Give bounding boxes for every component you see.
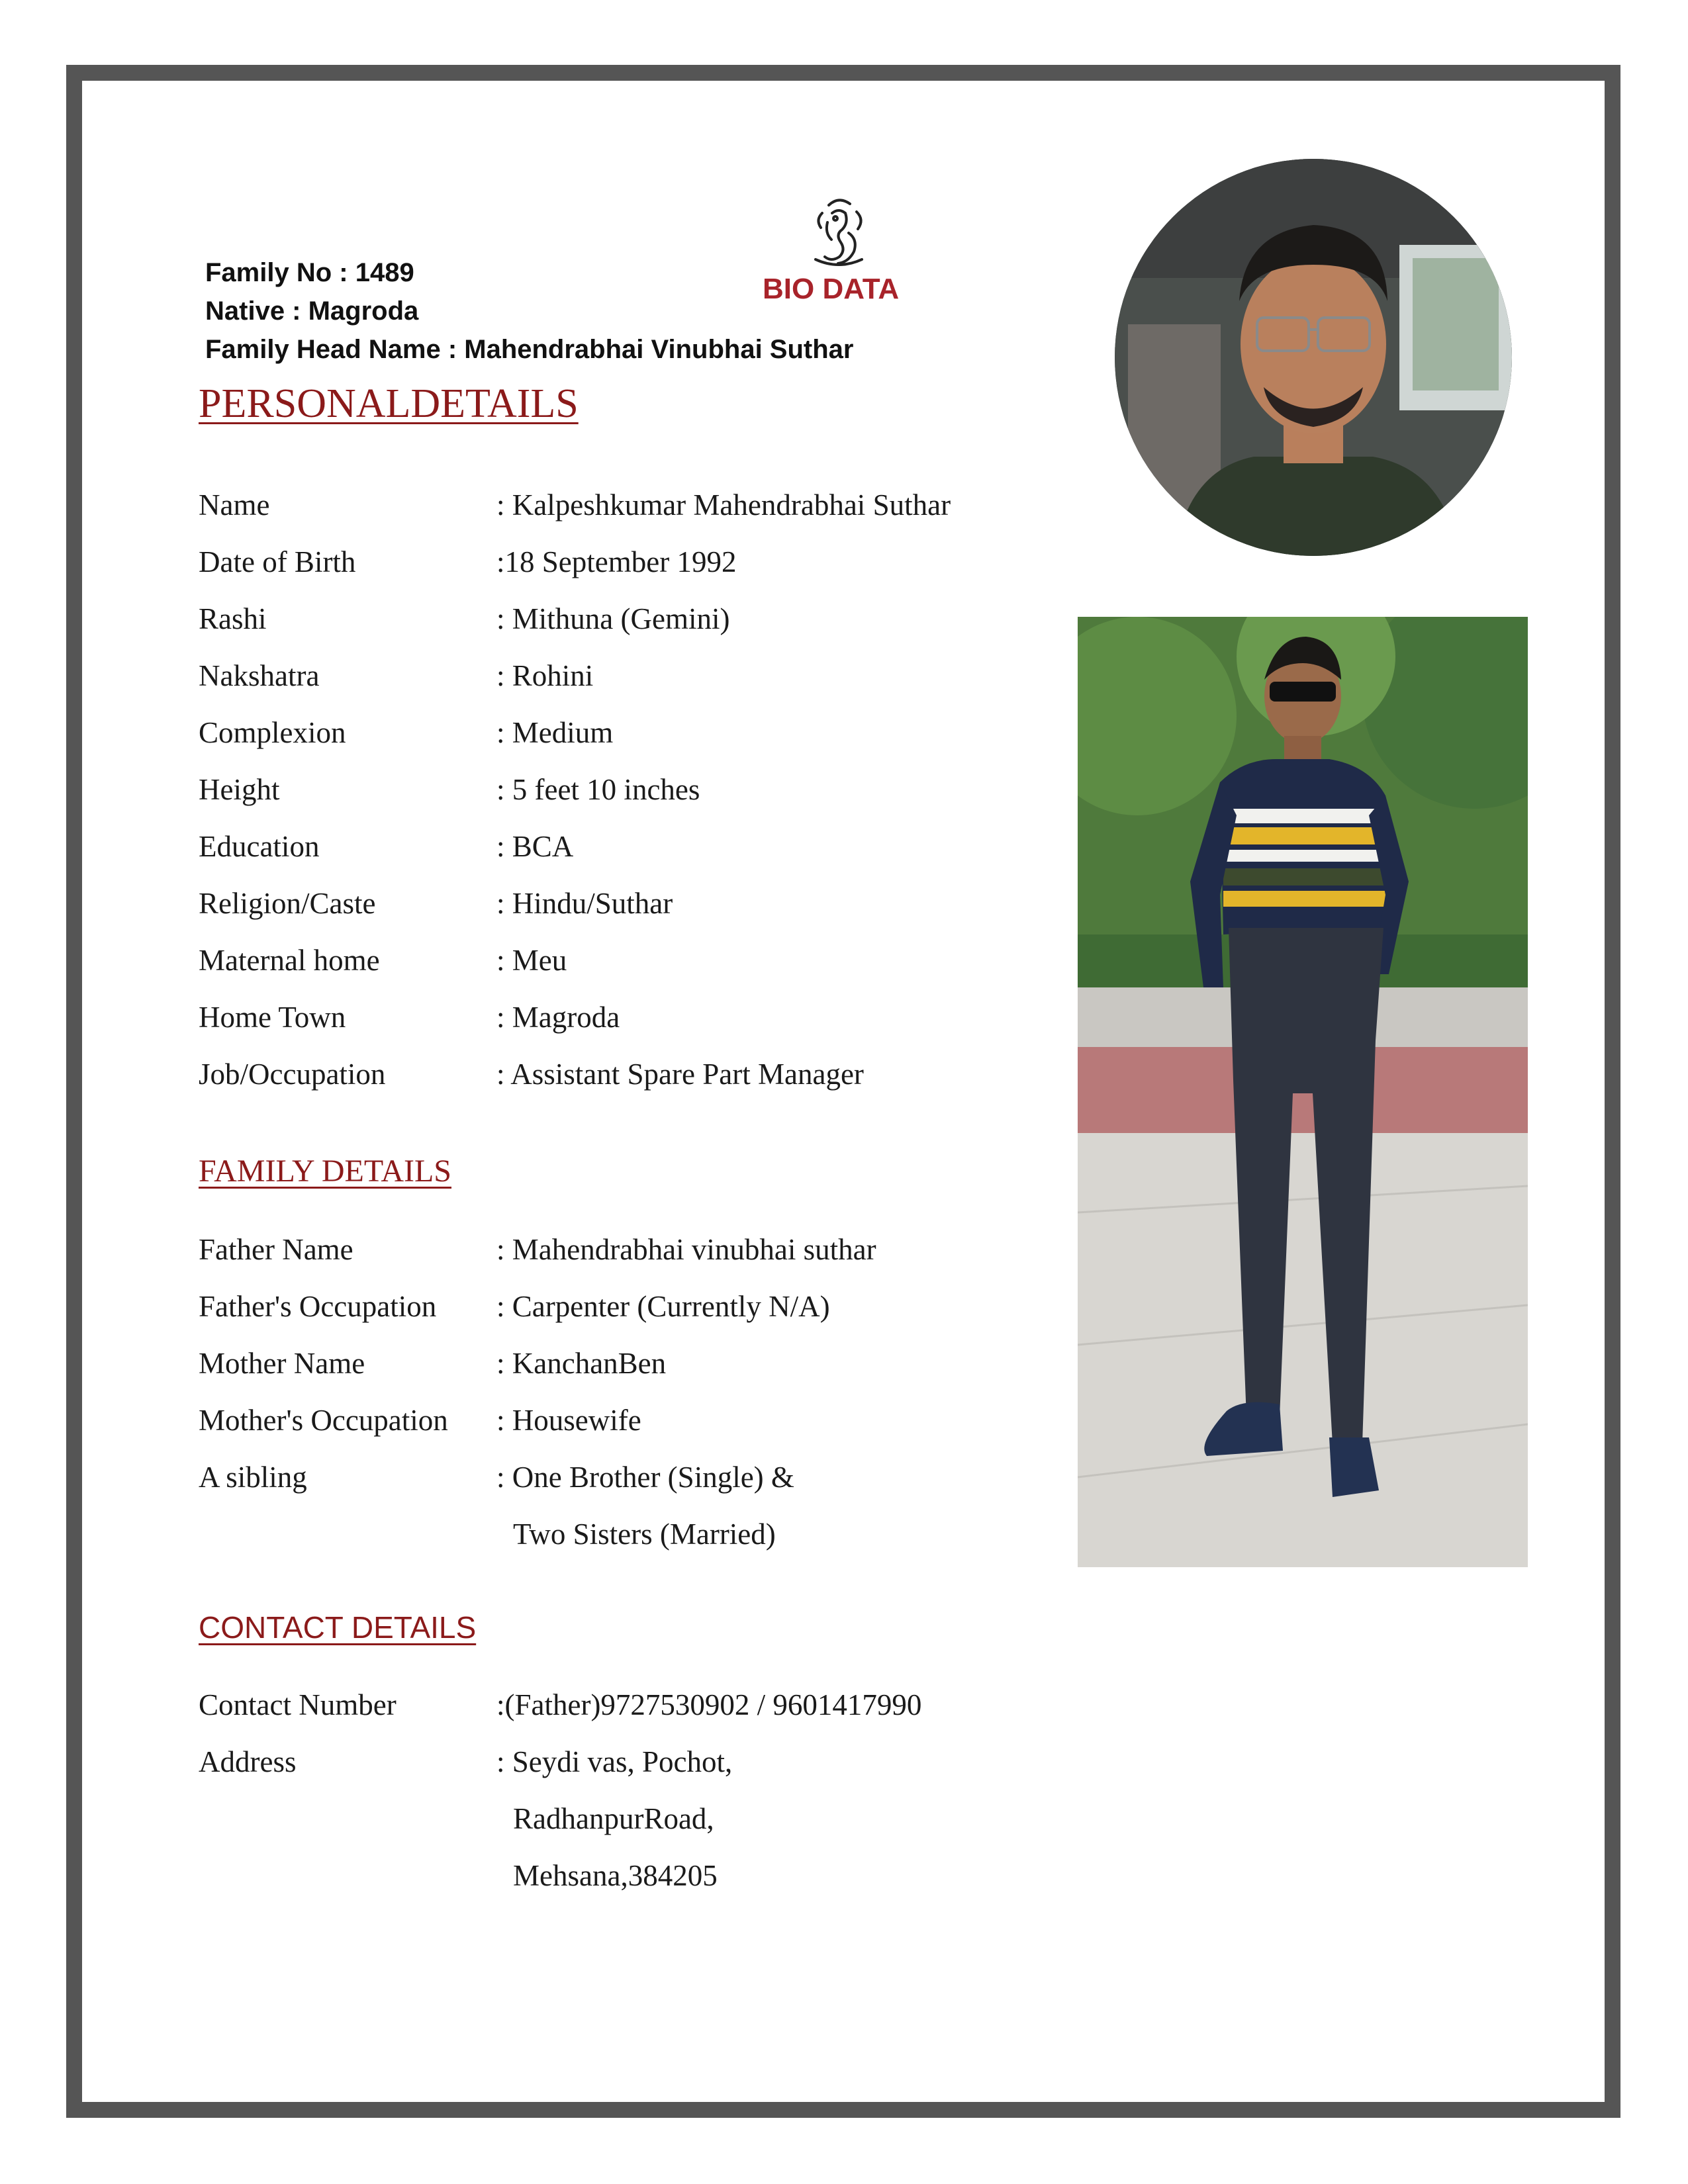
detail-value: : Hindu/Suthar — [496, 887, 673, 920]
detail-label: Mother Name — [199, 1347, 365, 1380]
detail-value: : Mithuna (Gemini) — [496, 602, 730, 635]
detail-label: Address — [199, 1745, 297, 1778]
detail-value: : Mahendrabhai vinubhai suthar — [496, 1233, 876, 1266]
detail-label: Job/Occupation — [199, 1058, 386, 1091]
detail-label: Maternal home — [199, 944, 380, 977]
detail-label: Name — [199, 488, 270, 522]
detail-value: : Housewife — [496, 1404, 641, 1437]
bio-data-title: BIO DATA — [763, 273, 900, 305]
detail-label: Father's Occupation — [199, 1290, 437, 1323]
family-details-heading: FAMILY DETAILS — [199, 1154, 451, 1189]
detail-value: : Kalpeshkumar Mahendrabhai Suthar — [496, 488, 951, 522]
address-line: Mehsana,384205 — [513, 1859, 718, 1892]
sibling-continuation: Two Sisters (Married) — [513, 1518, 776, 1551]
detail-label: Date of Birth — [199, 545, 356, 578]
detail-value: :18 September 1992 — [496, 545, 737, 578]
detail-label: Complexion — [199, 716, 346, 749]
detail-label: A sibling — [199, 1461, 307, 1494]
detail-label: Mother's Occupation — [199, 1404, 448, 1437]
detail-label: Father Name — [199, 1233, 353, 1266]
detail-value: :(Father)9727530902 / 9601417990 — [496, 1688, 922, 1721]
detail-label: Rashi — [199, 602, 267, 635]
address-line: RadhanpurRoad, — [513, 1802, 714, 1835]
contact-details-heading: CONTACT DETAILS — [199, 1610, 477, 1645]
full-length-photo — [1078, 617, 1528, 1567]
detail-value: : One Brother (Single) & — [496, 1461, 794, 1494]
detail-value: : Medium — [496, 716, 614, 749]
ganesha-icon — [802, 193, 875, 273]
detail-value: : KanchanBen — [496, 1347, 667, 1380]
detail-value: : Seydi vas, Pochot, — [496, 1745, 733, 1778]
detail-label: Education — [199, 830, 320, 863]
detail-value: : Carpenter (Currently N/A) — [496, 1290, 830, 1323]
detail-value: : Assistant Spare Part Manager — [496, 1058, 864, 1091]
detail-value: : BCA — [496, 830, 574, 863]
detail-label: Nakshatra — [199, 659, 320, 692]
detail-label: Height — [199, 773, 280, 806]
detail-label: Religion/Caste — [199, 887, 376, 920]
native-place: Native : Magroda — [205, 296, 419, 326]
profile-photo — [1115, 159, 1512, 556]
family-head-name: Family Head Name : Mahendrabhai Vinubhai Suthar — [205, 335, 854, 364]
detail-value: : Rohini — [496, 659, 594, 692]
detail-label: Home Town — [199, 1001, 346, 1034]
personal-details-heading: PERSONALDETAILS — [199, 381, 579, 426]
detail-value: : Magroda — [496, 1001, 620, 1034]
detail-value: : 5 feet 10 inches — [496, 773, 700, 806]
detail-value: : Meu — [496, 944, 567, 977]
detail-label: Contact Number — [199, 1688, 397, 1721]
family-number: Family No : 1489 — [205, 258, 414, 287]
